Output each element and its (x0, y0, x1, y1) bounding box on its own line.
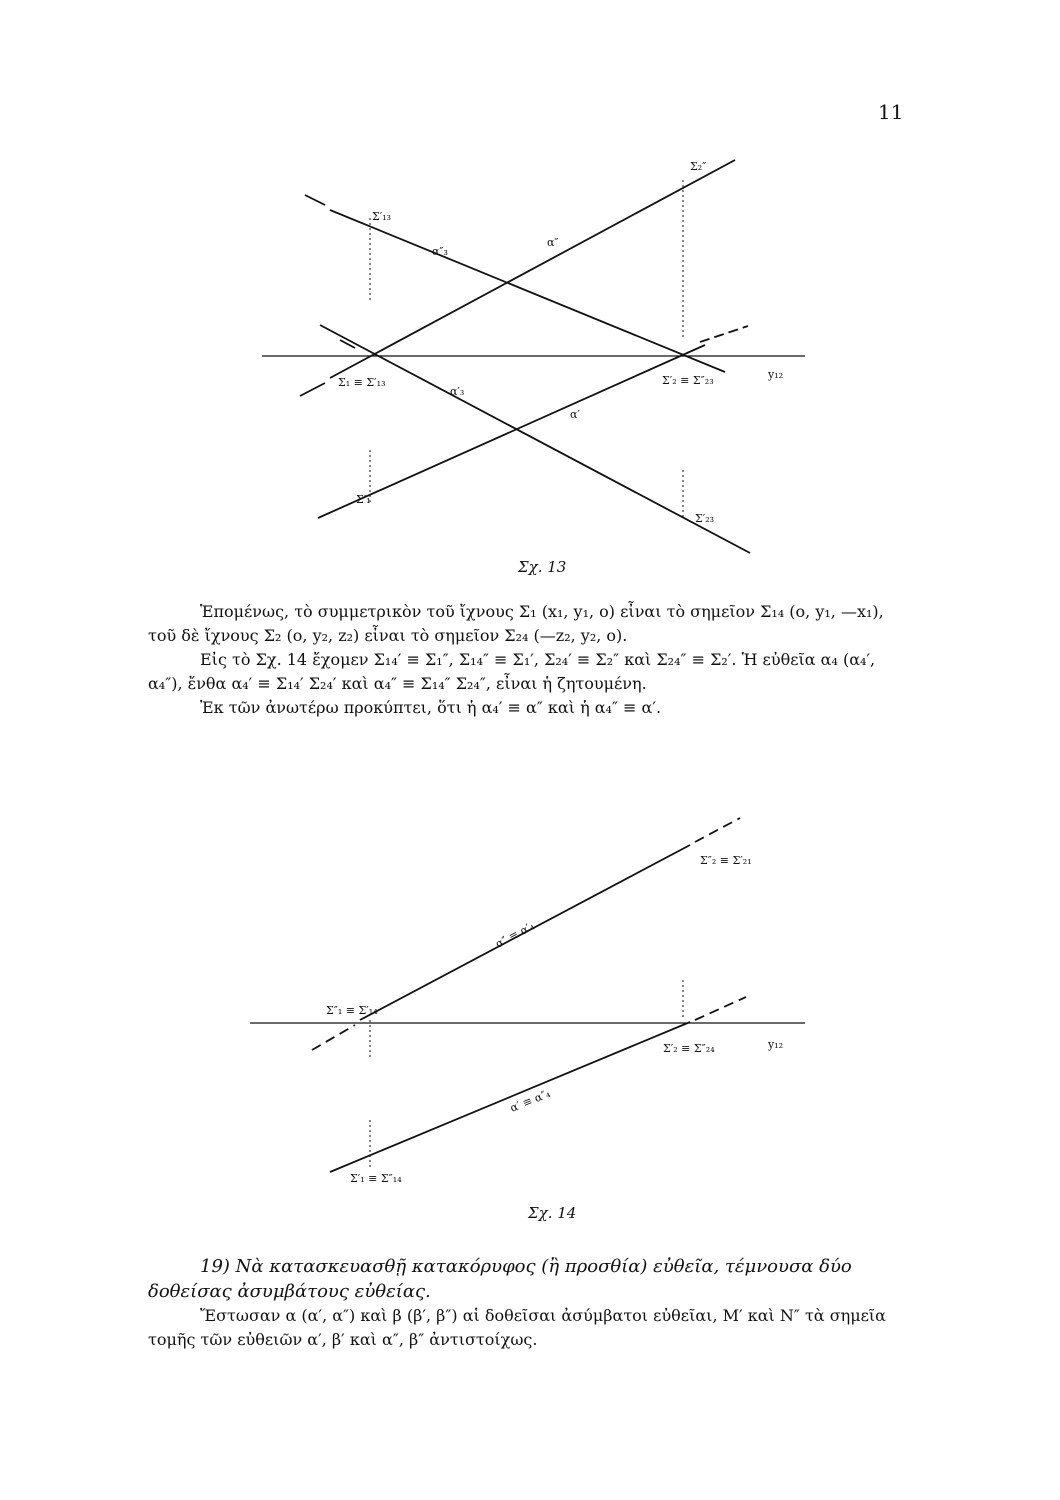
page-number: 11 (878, 100, 904, 124)
label-a3-dd: α″₃ (432, 245, 448, 258)
paragraph-2: Εἰς τὸ Σχ. 14 ἔχομεν Σ₁₄′ ≡ Σ₁″, Σ₁₄″ ≡ Σ₁′, Σ₂₄′ ≡ Σ₂″ καὶ Σ₂₄″ ≡ Σ₂′. Ἡ εὐθεῖα α₄ (α₄′, α₄″), ἔνθα α₄′ ≡ Σ₁₄′ Σ₂₄′ καὶ α₄″ ≡ Σ₁₄″ Σ₂₄″, εἶναι ἡ ζητουμένη. (148, 650, 876, 693)
figure-13-caption: Σχ. 13 (518, 558, 567, 576)
label-s1-eq-s13: Σ₁ ≡ Σ′₁₃ (338, 376, 386, 389)
figure-13 (0, 140, 1060, 600)
figure-14-caption: Σχ. 14 (528, 1204, 577, 1222)
label-a-p: α′ (570, 408, 580, 421)
line-ext-right (700, 326, 748, 342)
label-y12: y₁₂ (768, 368, 784, 381)
line-a-p-ext-right (695, 997, 746, 1020)
line-a-p-a4-dd (330, 1022, 690, 1172)
line-a-dd-ext (300, 383, 325, 396)
label-y12: y₁₂ (768, 1038, 784, 1051)
label-s2-eq-s23: Σ′₂ ≡ Σ″₂₃ (662, 374, 714, 387)
text-block-1 (148, 600, 908, 720)
line-a3-dd (330, 210, 725, 372)
text-block-2 (148, 1254, 908, 1352)
problem-19-paragraph: Ἔστωσαν α (α′, α″) καὶ β (β′, β″) αἱ δοθεῖσαι ἀσύμβατοι εὐθεῖαι, Μ′ καὶ Ν″ τὰ σημεῖα τομῆς τῶν εὐθειῶν α′, β′ καὶ α″, β″ ἀντιστοίχως. (148, 1306, 886, 1349)
line-a-dd-ext-left (312, 1025, 355, 1050)
paragraph-3: Ἐκ τῶν ἀνωτέρω προκύπτει, ὅτι ἡ α₄′ ≡ α″ καὶ ἡ α₄″ ≡ α′. (200, 698, 662, 717)
label-s2-eq-s21: Σ″₂ ≡ Σ′₂₁ (700, 854, 752, 867)
label-s13-p: Σ′₁₃ (372, 210, 392, 223)
figure-14-drawing (0, 815, 1060, 1235)
line-a3-dd-ext (305, 195, 325, 205)
label-s2-dd: Σ₂″ (690, 160, 707, 173)
line-a-dd-ext-right (695, 818, 740, 842)
label-a-dd-eq-a4-p: α″ ≡ α′₄ (493, 919, 537, 951)
label-s1-p: Σ′₁ (356, 493, 371, 506)
line-a-p (318, 345, 705, 518)
line-dash-left (340, 340, 355, 348)
label-s1-eq-s14: Σ″₁ ≡ Σ′₁₄ (326, 1004, 378, 1017)
figure-13-drawing (0, 140, 1060, 600)
figure-14 (0, 815, 1060, 1235)
label-a-p-eq-a4-dd: α′ ≡ α″₄ (508, 1086, 553, 1115)
paragraph-1: Ἑπομένως, τὸ συμμετρικὸν τοῦ ἴχνους Σ₁ (x₁, y₁, o) εἶναι τὸ σημεῖον Σ₁₄ (o, y₁, —x₁), τοῦ δὲ ἴχνους Σ₂ (o, y₂, z₂) εἶναι τὸ σημεῖον Σ₂₄ (—z₂, y₂, o). (148, 602, 884, 645)
label-s2-eq-s24: Σ′₂ ≡ Σ″₂₄ (663, 1042, 715, 1055)
label-s1p-eq-s14: Σ′₁ ≡ Σ″₁₄ (350, 1172, 402, 1185)
line-a3-p (320, 325, 750, 553)
line-a-dd (330, 160, 735, 378)
label-a3-p: α′₃ (450, 385, 465, 398)
label-a-dd: α″ (547, 236, 559, 249)
label-s23-p: Σ′₂₃ (695, 512, 715, 525)
problem-19-heading: 19) Νὰ κατασκευασθῇ κατακόρυφος (ἢ προσθία) εὐθεῖα, τέμνουσα δύο δοθείσας ἀσυμβάτους εὐθείας. (148, 1256, 852, 1302)
